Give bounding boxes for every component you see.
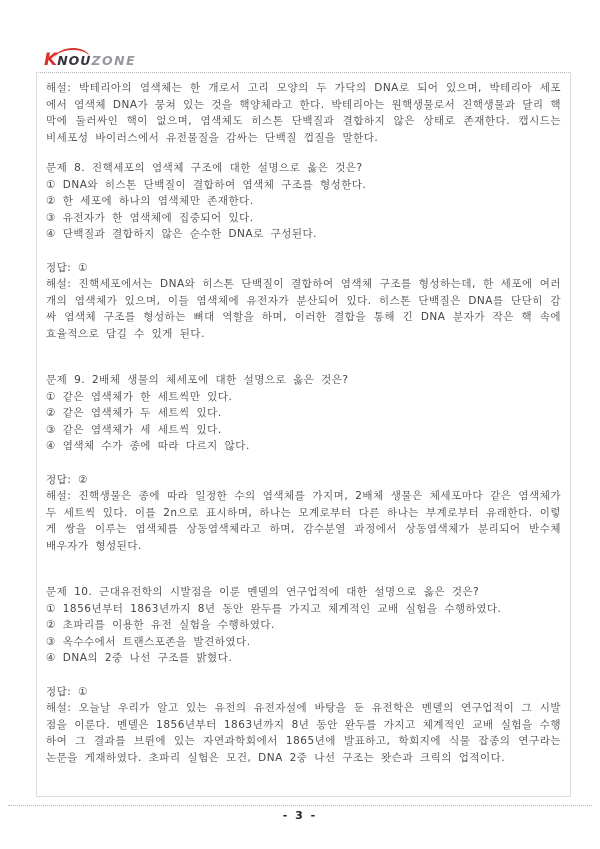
page-footer [0,805,600,822]
logo-text-nou: NOU [57,53,92,68]
answer-9-line: 정답: ② [46,473,89,486]
question-9-choice-4: ④ 염색체 수가 종에 따라 다르지 않다. [46,440,250,452]
question-10-choice-3: ③ 옥수수에서 트랜스포존을 발견하였다. [46,635,251,648]
question-8-block [46,160,561,243]
question-10-choice-1: ① 1856년부터 1863년까지 8년 동안 완두를 가지고 체계적인 교배 실험을 수행하였다. [46,602,502,615]
question-8-choice-4: ④ 단백질과 결합하지 않은 순수한 DNA로 구성된다. [46,228,317,240]
answer-10-block [46,684,561,767]
question-10-choice-4: ④ DNA의 2중 나선 구조를 밝혔다. [46,652,233,664]
brand-logo [44,52,136,69]
question-9-choice-2: ② 같은 염색체가 두 세트씩 있다. [46,407,222,419]
answer-8-block [46,260,561,343]
question-8-choice-3: ③ 유전자가 한 염색체에 집중되어 있다. [46,211,254,224]
logo-letter-k: K [44,50,58,70]
logo-swoosh-icon [54,47,90,59]
question-10-choice-2: ② 초파리를 이용한 유전 실험을 수행하였다. [46,619,275,631]
answer-9-block [46,472,561,555]
answer-10-explanation: 해설: 오늘날 우리가 알고 있는 유전의 유전자설에 바탕을 둔 유전학은 멘델의 연구업적이 그 시발점을 이룬다. 멘델은 1856년부터 1863년까지 8년 동안 완두를 가지고 체계적인 교배 실험을 수행하여 그 결과를 브륀에 있는 자연과학회에서 1865년에 발표하고, 학회지에 식물 잡종의 연구라는 논문을 게재하였다. 초파리 실험은 모건, DNA 2중 나선 구조는 왓슨과 크릭의 업적이다. [46,702,561,764]
answer-10-line: 정답: ① [46,685,89,698]
question-10-title: 문제 10. 근대유전학의 시발점을 이룬 멘델의 연구업적에 대한 설명으로 옳은 것은? [46,586,480,598]
content-box [36,72,571,797]
question-8-choice-2: ② 한 세포에 하나의 염색체만 존재한다. [46,195,254,207]
logo-text-zone: ZONE [91,53,137,68]
page-number: - 3 - [282,809,318,822]
question-9-block [46,372,561,455]
footer-divider [8,805,592,806]
answer-8-line: 정답: ① [46,261,89,274]
answer-8-explanation: 해설: 진핵세포에서는 DNA와 히스톤 단백질이 결합하여 염색체 구조를 형성하는데, 한 세포에 여러 개의 염색체가 있으며, 이들 염색체에 유전자가 분산되어 있다. 히스톤 단백질은 DNA를 단단히 감싸 염색체 구조를 형성하는 뼈대 역할을 하며, 이러한 결합을 통해 긴 DNA 분자가 작은 핵 속에 효율적으로 담길 수 있게 된다. [46,278,561,340]
question-9-choice-1: ① 같은 염색체가 한 세트씩만 있다. [46,390,233,403]
question-8-title: 문제 8. 진핵세포의 염색체 구조에 대한 설명으로 옳은 것은? [46,162,363,174]
page-header [0,0,600,72]
question-10-block [46,584,561,667]
answer-9-explanation: 해설: 진핵생물은 종에 따라 일정한 수의 염색체를 가지며, 2배체 생물은 체세포마다 같은 염색체가 두 세트씩 있다. 이를 2n으로 표시하며, 하나는 모계로부터 다른 하나는 부계로부터 유래한다. 이렇게 쌍을 이루는 염색체를 상동염색체라고 하며, 감수분열 과정에서 상동염색체가 분리되어 반수체 배우자가 형성된다. [46,490,561,552]
question-9-title: 문제 9. 2배체 생물의 체세포에 대한 설명으로 옳은 것은? [46,374,349,386]
explanation-paragraph-q7: 해설: 박테리아의 염색체는 한 개로서 고리 모양의 두 가닥의 DNA로 되어 있으며, 박테리아 세포에서 염색체 DNA가 뭉쳐 있는 것을 핵양체라고 한다. 박테리아는 원핵생물로서 진핵생물과 달리 핵막에 둘러싸인 핵이 없으며, 염색체도 히스톤 단백질과 결합하지 않은 상태로 존재한다. 캡시드는 비세포성 바이러스에서 유전물질을 감싸는 단백질 껍질을 말한다. [46,82,561,144]
question-9-choice-3: ③ 같은 염색체가 세 세트씩 있다. [46,423,222,436]
question-8-choice-1: ① DNA와 히스톤 단백질이 결합하여 염색체 구조를 형성한다. [46,178,367,191]
